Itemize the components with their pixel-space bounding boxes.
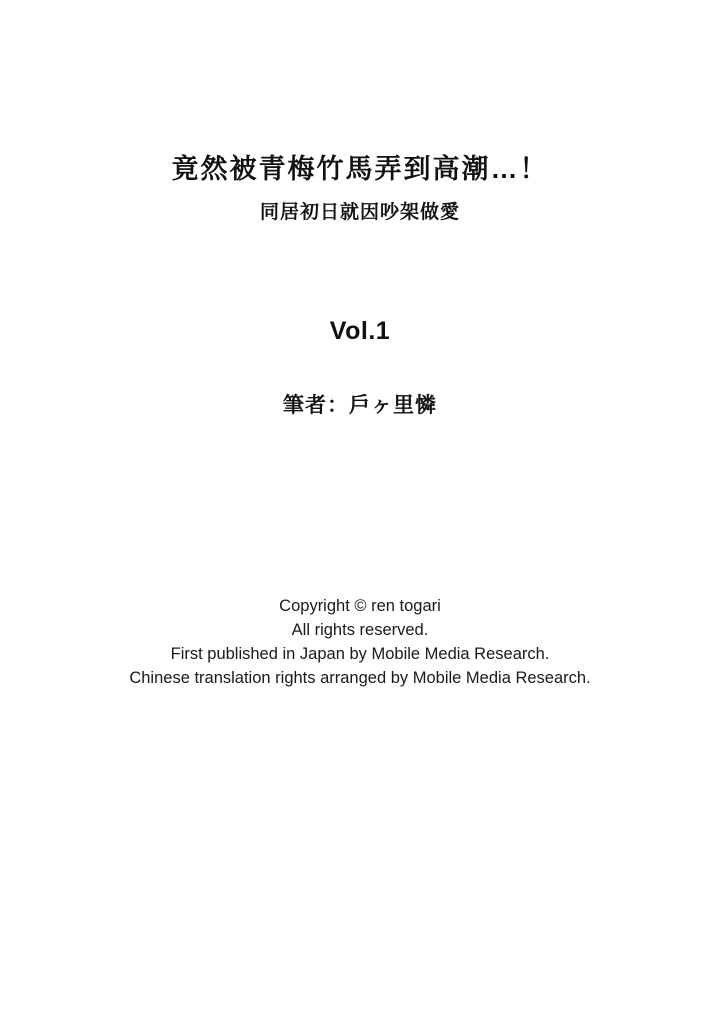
page-subtitle: 同居初日就因吵架做愛 xyxy=(259,202,460,224)
publisher-line: First published in Japan by Mobile Media Research. xyxy=(170,645,550,663)
title-block xyxy=(0,152,720,226)
author-label: 筆者：戶ヶ里憐 xyxy=(283,394,437,417)
copyright-line: Copyright © ren togari xyxy=(279,597,441,615)
rights-line: All rights reserved. xyxy=(291,621,429,639)
copyright-block xyxy=(0,594,720,690)
page-title: 竟然被青梅竹馬弄到高潮…！ xyxy=(171,154,549,184)
volume-label: Vol.1 xyxy=(329,317,391,345)
translation-rights-line: Chinese translation rights arranged by Mobile Media Research. xyxy=(129,669,591,687)
